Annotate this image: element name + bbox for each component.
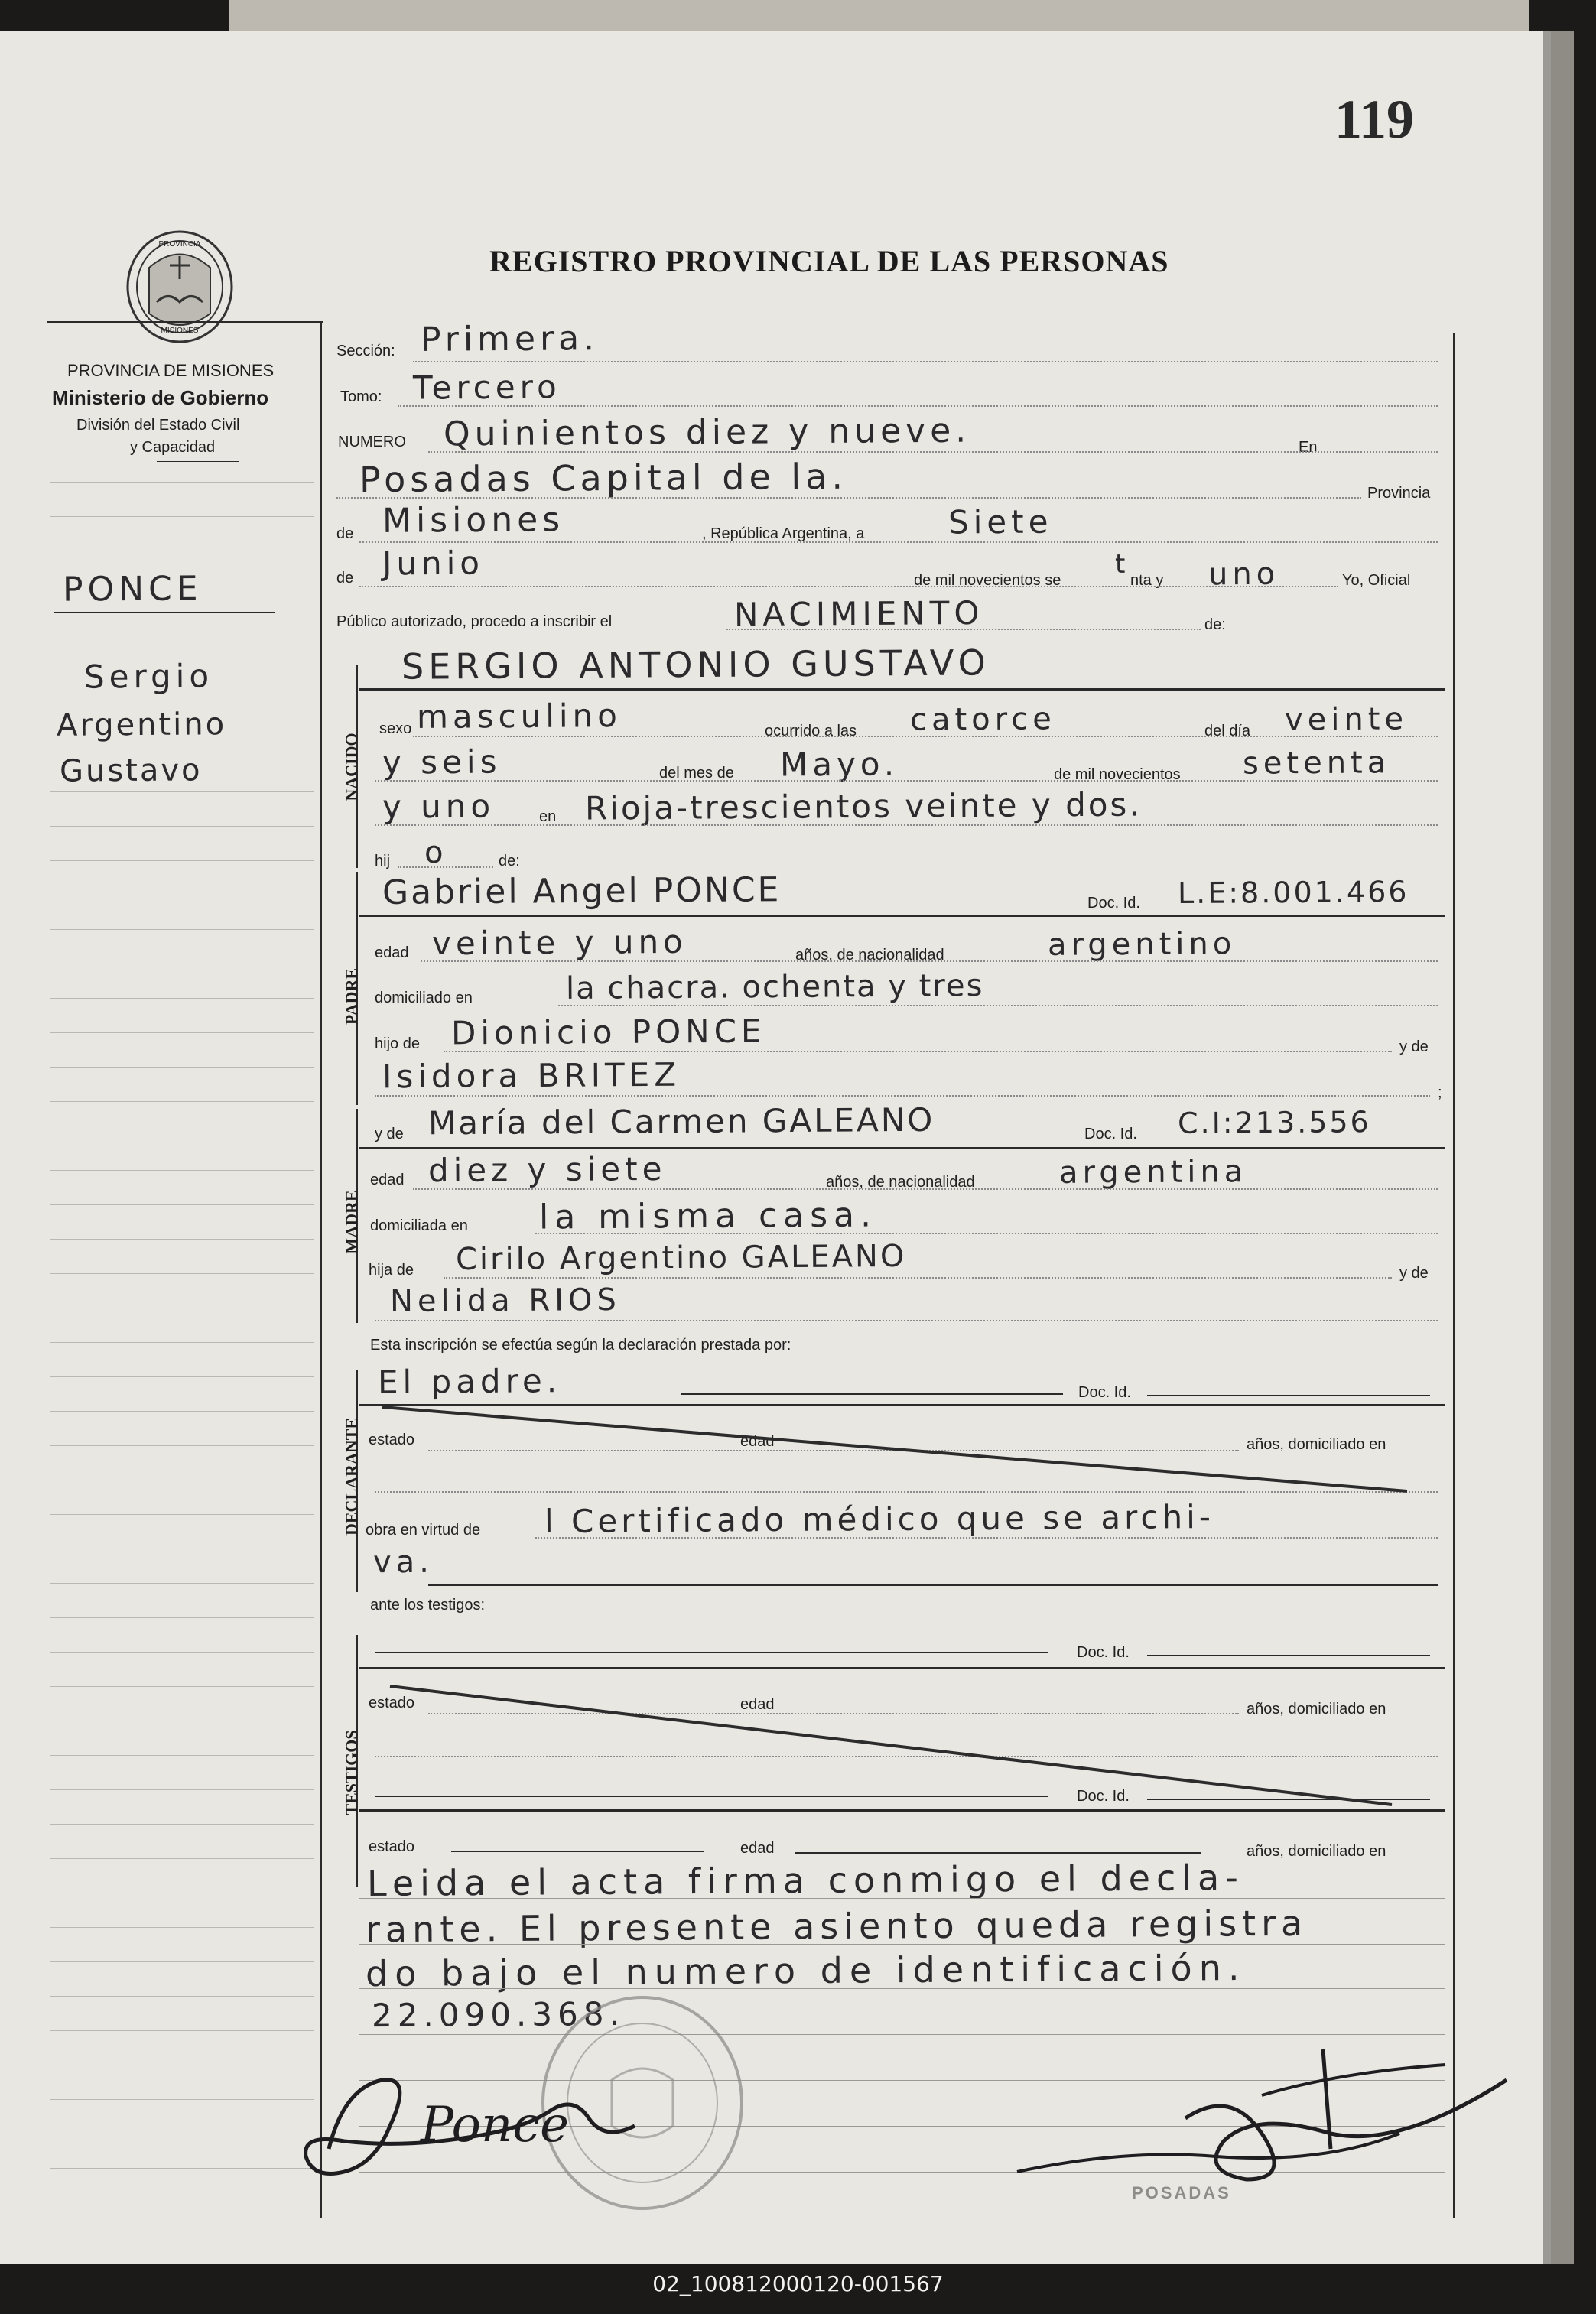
seal-top-text: PROVINCIA [158,240,201,249]
margin-surname-underline [54,612,275,613]
provincia-value: Misiones [382,500,565,541]
madre-padre-value: Cirilo Argentino GALEANO [455,1238,907,1278]
obra-label: obra en virtud de [366,1522,481,1539]
seccion-label: Sección: [336,343,395,359]
acto-line [726,629,1201,630]
left-column-top-rule [47,321,323,323]
madre-edad-label: edad [370,1172,405,1188]
nacido-label: NACIDO [342,733,361,801]
padre-nacionalidad-value: argentino [1047,926,1237,963]
republica-label: , República Argentina, a [702,525,865,542]
madre-label: MADRE [342,1190,361,1254]
sexo-label: sexo [379,720,412,737]
padre-edad-value: veinte y uno [431,922,687,963]
padre-domicilio-value: la chacra. ochenta y tres [565,968,984,1006]
anio-value: setenta [1242,745,1391,782]
madre-nacionalidad-label: años, de nacionalidad [826,1174,975,1191]
testigo-2-estado-line [451,1851,704,1852]
numero-value: Quinientos diez y nueve. [443,411,971,454]
padre-edad-label: edad [375,944,409,961]
padre-madre-line [375,1095,1430,1097]
org-line-4: y Capacidad [130,439,216,456]
madre-nacionalidad-value: argentina [1058,1154,1248,1191]
declarante-doc-label: Doc. Id. [1078,1384,1131,1401]
padre-nombre-line [359,915,1445,917]
acto-value: NACIMIENTO [733,593,984,634]
org-line-1: PROVINCIA DE MISIONES [67,361,275,380]
testigo-1-edad-label: edad [740,1696,775,1713]
mes-line [375,780,1438,782]
hijo-label: hij [375,853,391,869]
numero-line [428,451,1438,453]
closing-line-2: rante. El presente asiento queda registra [365,1902,1308,1951]
madre-doc-label: Doc. Id. [1084,1126,1137,1142]
testigo-1-estado-label: estado [369,1695,415,1711]
testigo-2-doc-label: Doc. Id. [1077,1788,1130,1805]
obra-value-2: va. [372,1544,434,1581]
padre-domicilio-label: domiciliado en [375,990,473,1006]
padre-nombre: Gabriel Angel PONCE [382,870,782,912]
mes-label: del mes de [659,765,734,782]
closing-line-4: 22.090.368. [371,1994,625,2035]
column-divider [320,321,322,2218]
margin-given-3: Gustavo [59,752,203,789]
padre-domicilio-line [558,1005,1438,1006]
padre-madre-value: Isidora BRITEZ [382,1055,681,1096]
declarante-doc-line [1147,1395,1430,1396]
provincia-label: Provincia [1367,485,1431,502]
footer-image-id: 02_100812000120-001567 [652,2271,944,2296]
declarante-domicilio-label: años, domiciliado en [1247,1436,1386,1453]
tomo-value: Tercero [412,368,561,407]
province-seal-icon [122,226,237,348]
testigos-intro: ante los testigos: [370,1597,486,1614]
testigo-1-domicilio-label: años, domiciliado en [1247,1701,1386,1718]
numero-label: NUMERO [338,434,406,450]
declarante-intro: Esta inscripción se efectúa según la declaración prestada por: [370,1337,791,1354]
publico-label: Público autorizado, procedo a inscribir el [336,613,613,630]
testigo-2-domicilio-label: años, domiciliado en [1247,1843,1386,1860]
padre-y-de-label: y de [1399,1038,1429,1055]
declarante-nombre: El padre. [377,1362,562,1401]
madre-domicilio-line [535,1233,1438,1234]
ocurrido-label: ocurrido a las [765,723,857,739]
en-label: En [1299,439,1318,456]
cancellation-lines [359,1399,1445,1828]
lugar-value: Posadas Capital de la. [359,455,848,501]
right-border [1453,333,1455,2218]
padre-edad-line [421,960,1438,962]
testigo-2-edad-line [795,1852,1201,1854]
seal-bottom-text: MISIONES [161,327,199,335]
en-label: en [539,808,557,825]
official-signature [971,2019,1522,2218]
document-title: REGISTRO PROVINCIAL DE LAS PERSONAS [489,244,1169,278]
madre-domicilio-label: domiciliada en [370,1217,468,1234]
madre-edad-value: diez y siete [427,1149,667,1190]
hijo-line [398,866,493,868]
padre-doc-value: L.E:8.001.466 [1177,874,1409,911]
margin-surname: PONCE [62,569,203,609]
dia-value: veinte [1284,701,1409,738]
madre-hija-line [444,1277,1392,1279]
madre-nombre: María del Carmen GALEANO [427,1100,935,1142]
declarante-nombre-line [681,1393,1063,1395]
right-stamp-text: POSADAS [1132,2183,1231,2202]
padre-padre-value: Dionicio PONCE [450,1012,766,1052]
lugar-line [336,497,1361,499]
testigo-2-estado-label: estado [369,1838,415,1855]
hijo-suffix: o [424,834,448,871]
padre-hijo-line [444,1051,1392,1052]
page-number: 119 [1334,89,1415,150]
seccion-line [413,361,1438,362]
mil-label: de mil novecientos se [914,572,1061,589]
madre-nombre-line [359,1147,1445,1149]
yo-label: Yo, Oficial [1342,572,1411,589]
madre-doc-value: C.I:213.556 [1177,1105,1371,1140]
tomo-label: Tomo: [340,388,382,405]
madre-edad-line [413,1188,1438,1190]
madre-madre-line [375,1320,1438,1321]
org-line-3: División del Estado Civil [76,417,240,434]
book-top-edge [229,0,1529,31]
margin-given-1: Sergio [83,657,214,696]
anio-value-2: y uno [382,787,496,826]
testigo-2-edad-label: edad [740,1840,775,1857]
org-line-2: Ministerio de Gobierno [52,386,269,409]
sexo-value: masculino [416,697,622,736]
mil-label: de mil novecientos [1054,766,1181,783]
org-divider [157,461,239,462]
lugar-value: Rioja-trescientos veinte y dos. [584,785,1142,827]
dia-value: Siete [948,502,1053,541]
padre-nacionalidad-label: años, de nacionalidad [795,947,944,964]
padre-semicolon: ; [1438,1084,1442,1101]
padre-hijo-de-label: hijo de [375,1035,420,1052]
sexo-line [413,736,1438,737]
seccion-value: Primera. [420,319,600,359]
margin-given-2: Argentino [56,707,227,743]
closing-line-1: Leida el acta firma conmigo el decla- [366,1856,1245,1905]
del-dia-label: del día [1204,723,1251,739]
de-label-2: de [336,570,354,587]
provincia-line [359,541,1438,543]
anio-value: uno [1208,556,1280,593]
madre-y-de-label-2: y de [1399,1265,1429,1282]
testigos-label: TESTIGOS [342,1730,361,1815]
mes-value: Junio [382,544,485,583]
closing-line-3: do bajo el numero de identificación. [365,1946,1247,1995]
declarant-signature-text: Ponce [421,2097,569,2153]
madre-domicilio-value: la misma casa. [538,1195,878,1237]
lugar-line [375,824,1438,826]
nacido-nombre: SERGIO ANTONIO GUSTAVO [401,642,990,687]
declarante-edad-label: edad [740,1433,775,1450]
de-label: de [336,525,354,542]
nacido-nombre-line [359,688,1445,691]
mes-line [359,586,1338,587]
hora-value: catorce [909,701,1056,738]
obra-value: l Certificado médico que se archi- [544,1497,1215,1541]
book-binding-edge [1551,31,1574,2264]
mes-value: Mayo. [779,745,899,784]
padre-doc-label: Doc. Id. [1087,895,1140,912]
tomo-line [398,405,1438,407]
madre-y-de-label: y de [375,1126,404,1142]
declarante-label: DECLARANTE [342,1417,361,1536]
de-label-3: de: [1204,616,1226,633]
hijo-de-label: de: [499,853,520,869]
madre-madre-value: Nelida RIOS [389,1282,622,1320]
dia-value-2: y seis [382,743,502,782]
testigo-1-doc-label: Doc. Id. [1077,1644,1130,1661]
declarante-estado-label: estado [369,1432,415,1448]
mil-label-2: nta y [1130,572,1164,589]
decada-insert: t [1114,548,1126,580]
padre-label: PADRE [342,967,361,1025]
madre-hija-de-label: hija de [369,1262,414,1279]
declarant-signature [298,2057,665,2210]
